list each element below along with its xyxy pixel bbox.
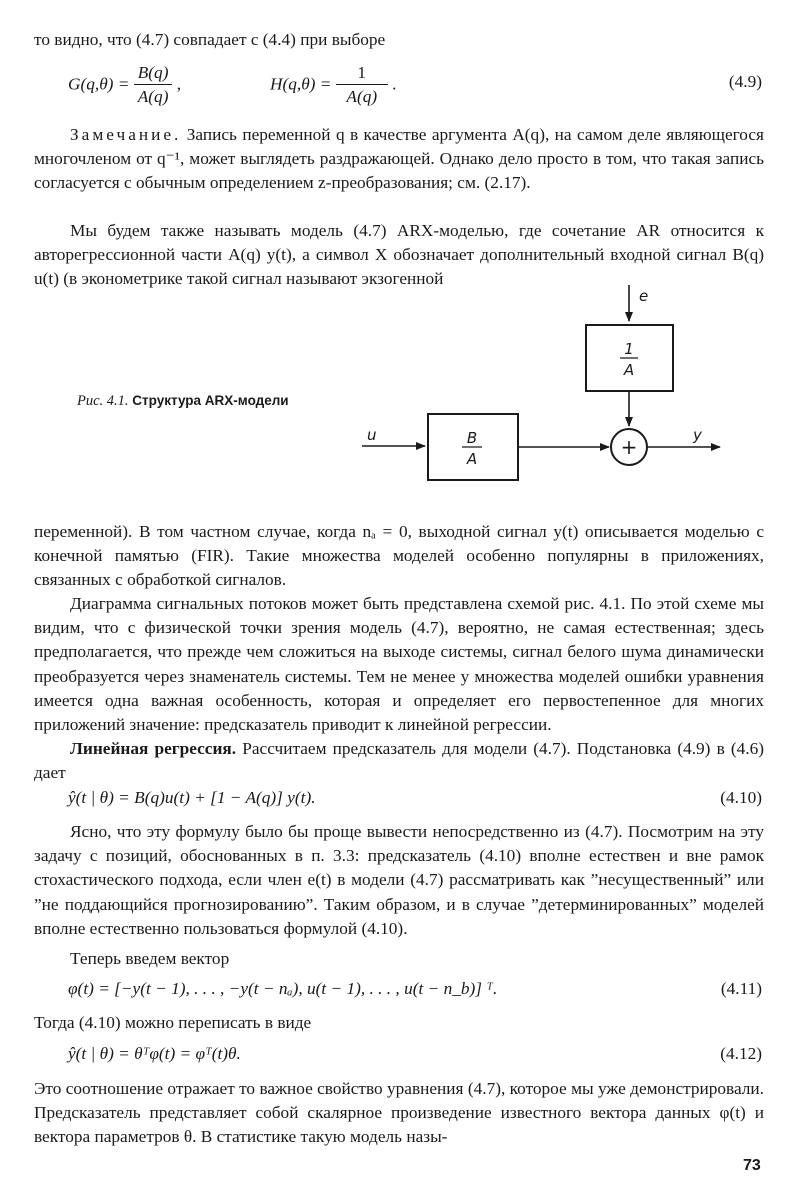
final-paragraph: Это соотношение отражает то важное свойство уравнения (4.7), которое мы уже демонстрировали. Предсказатель представляет собой скалярное произведение известного вектора данных φ(t) и вектора параметров θ. В статистике такую модель назы-: [34, 1079, 764, 1147]
figure-caption: [77, 393, 289, 410]
continuation-paragraph: переменной). В том частном случае, когда nₐ = 0, выходной сигнал y(t) описывается моделью с конечной памятью (FIR). Такие множества моделей особенно популярны в приложениях, связанных с обработкой сигналов.: [34, 522, 764, 590]
linear-regression-paragraph: [34, 737, 764, 785]
eq411-number: (4.11): [720, 979, 762, 998]
diagram-paragraph: Диаграмма сигнальных потоков может быть представлена схемой рис. 4.1. По этой схеме мы видим, что с физической точки зрения модель (4.7), вероятно, не самая естественная; здесь предполагается, что прежде чем сложиться на выходе системы, сигнал белого шума динамически преобразуется через знаменатель системы. Тем не менее у множества моделей ошибки уравнения имеется одна важная особенность, которая и определяет его первостепенное для многих приложений значение: предсказатель приводит к линейной регрессии.: [34, 594, 764, 735]
eq49-g-denominator: A(q): [137, 87, 169, 106]
eq49-separator: ,: [176, 74, 182, 94]
label-y: y: [693, 426, 702, 444]
label-e: e: [639, 287, 649, 305]
eq49-end: .: [392, 74, 397, 94]
noise-block-numerator: 1: [624, 340, 634, 358]
figure-caption-text: Структура ARX-модели: [128, 393, 289, 408]
remark-text: Запись переменной q в качестве аргумента A(q), на самом деле являющегося многочленом от q⁻¹, может выглядеть раздражающей. Однако дело просто в том, что такая запись согласуется с обычным определением z-преобразования; см. (2.17).: [34, 125, 764, 193]
equation-4-10: [34, 785, 762, 811]
equation-4-12: [34, 1041, 762, 1067]
sum-symbol: +: [620, 435, 638, 459]
intro-line: то видно, что (4.7) совпадает с (4.4) при выборе: [34, 30, 386, 49]
then-paragraph: Тогда (4.10) можно переписать в виде: [34, 1013, 312, 1032]
eq411-formula: φ(t) = [−y(t − 1), . . . , −y(t − nₐ), u(t − 1), . . . , u(t − n_b)] ᵀ.: [68, 979, 498, 998]
eq49-g-lhs: G(q,θ) =: [68, 74, 130, 94]
eq412-formula: ŷ(t | θ) = θᵀφ(t) = φᵀ(t)θ.: [68, 1044, 241, 1063]
vector-paragraph: Теперь введем вектор: [70, 949, 230, 968]
eq49-number: (4.9): [728, 72, 762, 91]
clear-paragraph: Ясно, что эту формулу было бы проще вывести непосредственно из (4.7). Посмотрим на эту задачу с позиций, обоснованных в п. 3.3: предсказатель (4.10) вполне естествен и вне рамок стохастического подхода, если член e(t) в модели (4.7) рассматривать как ”несущественный” или ”не поддающийся прогнозированию”. Таким образом, и в случае ”детерминированных” моделей вполне естественно пользоваться формулой (4.10).: [34, 822, 764, 938]
eq49-h-numerator: 1: [336, 62, 388, 85]
eq49-g-numerator: B(q): [134, 62, 173, 85]
linear-regression-text: Рассчитаем предсказатель для модели (4.7). Подстановка (4.9) в (4.6) дает: [34, 739, 764, 783]
remark-title: Замечание.: [70, 125, 182, 144]
figure-caption-label: Рис. 4.1.: [77, 393, 129, 409]
label-u: u: [367, 426, 377, 444]
linear-regression-title: Линейная регрессия.: [70, 739, 237, 758]
arx-paragraph: Мы будем также называть модель (4.7) ARX-моделью, где сочетание AR относится к авторегрессионной части A(q) y(t), а символ X обозначает дополнительный входной сигнал B(q) u(t) (в эконометрике такой сигнал называют экзогенной: [34, 221, 764, 289]
eq410-number: (4.10): [720, 788, 762, 807]
input-block-numerator: B: [466, 429, 478, 447]
eq410-formula: ŷ(t | θ) = B(q)u(t) + [1 − A(q)] y(t).: [68, 788, 316, 807]
eq412-number: (4.12): [720, 1044, 762, 1063]
eq49-h-lhs: H(q,θ) =: [270, 74, 332, 94]
eq49-h-denominator: A(q): [346, 87, 378, 106]
input-block-denominator: A: [466, 450, 478, 468]
page-number: 73: [743, 1157, 761, 1174]
noise-block-denominator: A: [623, 361, 635, 379]
equation-4-11: [34, 976, 762, 1002]
